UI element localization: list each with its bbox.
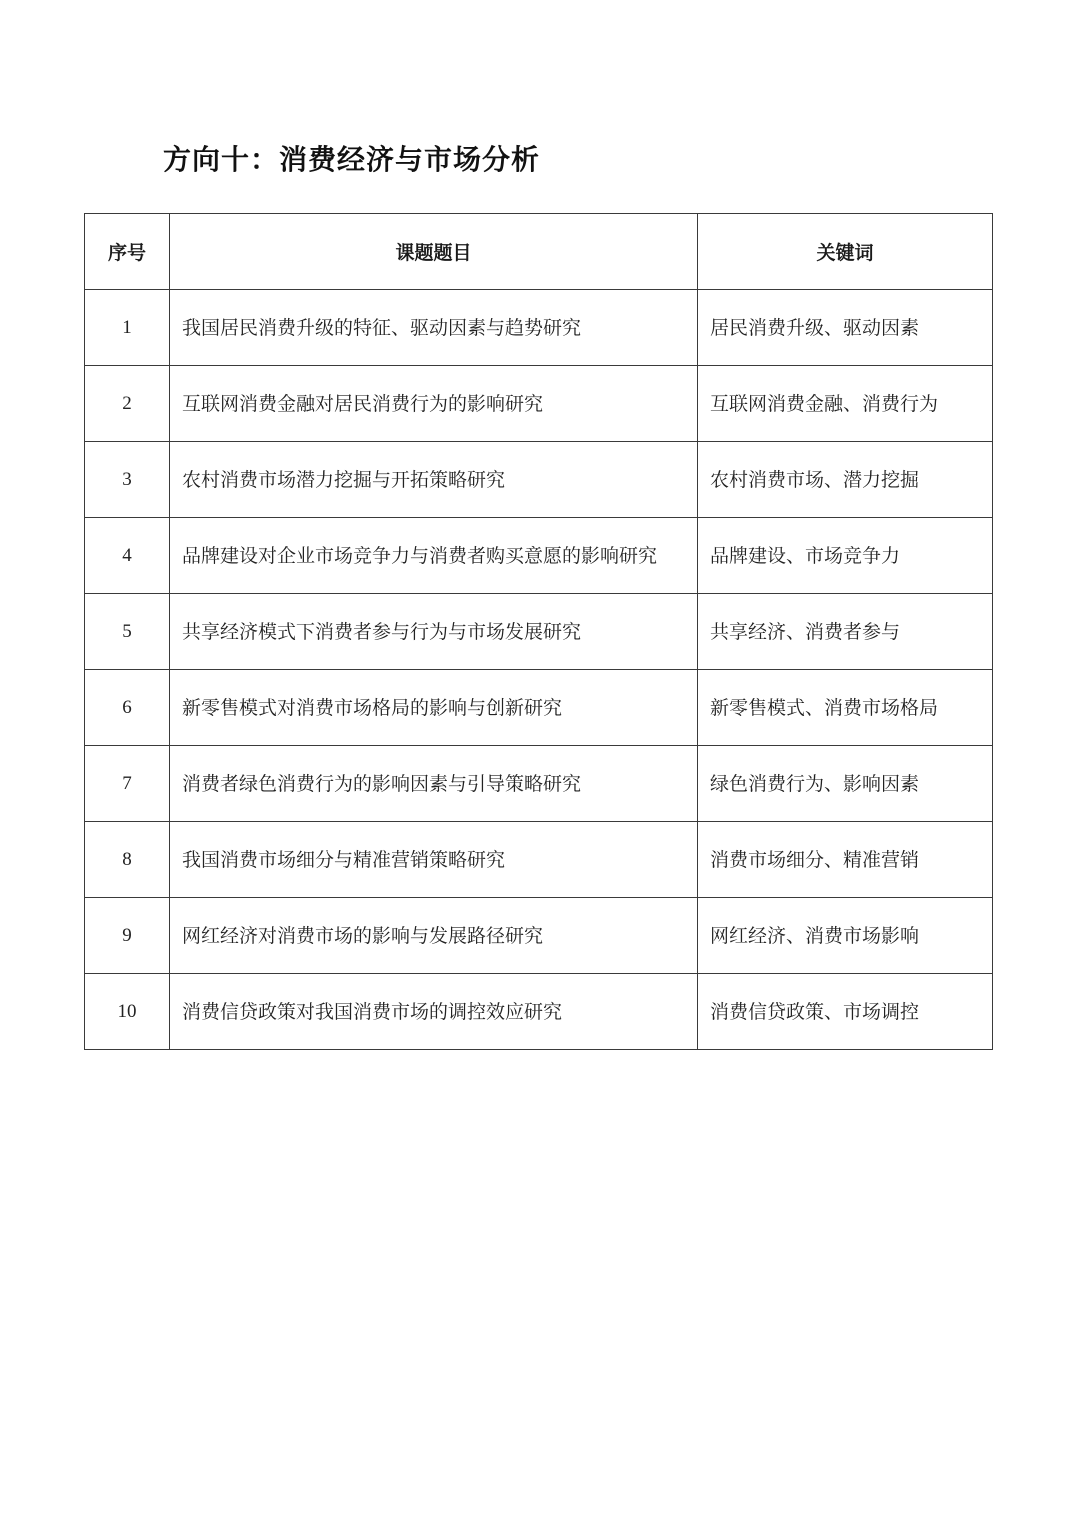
header-row <box>85 214 993 290</box>
row-keywords <box>698 746 993 822</box>
table-row <box>85 822 993 898</box>
table-row <box>85 594 993 670</box>
table-body <box>85 290 993 1050</box>
row-number: 9 <box>85 898 170 974</box>
row-topic <box>170 746 698 822</box>
row-topic-text: 共享经济模式下消费者参与行为与市场发展研究 <box>182 620 582 643</box>
row-topic <box>170 670 698 746</box>
table-header <box>85 214 993 290</box>
page-title: 方向十：消费经济与市场分析 <box>163 143 541 176</box>
row-topic-text: 新零售模式对消费市场格局的影响与创新研究 <box>182 696 563 719</box>
table-row <box>85 518 993 594</box>
row-keywords <box>698 822 993 898</box>
row-keywords-text: 居民消费升级、驱动因素 <box>710 316 920 339</box>
row-number: 2 <box>85 366 170 442</box>
topics-table <box>84 213 993 1050</box>
row-topic-text: 我国消费市场细分与精准营销策略研究 <box>182 848 506 871</box>
table-row <box>85 290 993 366</box>
row-topic <box>170 822 698 898</box>
row-topic-text: 消费信贷政策对我国消费市场的调控效应研究 <box>182 1000 563 1023</box>
row-topic-text: 网红经济对消费市场的影响与发展路径研究 <box>182 924 544 947</box>
row-keywords <box>698 670 993 746</box>
row-number: 10 <box>85 974 170 1050</box>
table-row <box>85 746 993 822</box>
row-keywords <box>698 442 993 518</box>
row-topic-text: 互联网消费金融对居民消费行为的影响研究 <box>182 392 544 415</box>
row-keywords <box>698 594 993 670</box>
row-keywords-text: 新零售模式、消费市场格局 <box>710 696 939 719</box>
row-number: 4 <box>85 518 170 594</box>
row-number: 5 <box>85 594 170 670</box>
row-keywords-text: 互联网消费金融、消费行为 <box>710 392 939 415</box>
row-number: 6 <box>85 670 170 746</box>
row-number: 1 <box>85 290 170 366</box>
table-row <box>85 442 993 518</box>
row-topic-text: 品牌建设对企业市场竞争力与消费者购买意愿的影响研究 <box>182 544 658 567</box>
row-keywords <box>698 518 993 594</box>
table-row <box>85 366 993 442</box>
row-topic <box>170 442 698 518</box>
row-keywords-text: 绿色消费行为、影响因素 <box>710 772 920 795</box>
table-row <box>85 898 993 974</box>
row-topic <box>170 366 698 442</box>
row-keywords-text: 消费市场细分、精准营销 <box>710 848 920 871</box>
row-topic-text: 我国居民消费升级的特征、驱动因素与趋势研究 <box>182 316 582 339</box>
row-number: 8 <box>85 822 170 898</box>
row-keywords <box>698 974 993 1050</box>
header-keywords: 关键词 <box>698 214 993 290</box>
row-topic-text: 农村消费市场潜力挖掘与开拓策略研究 <box>182 468 506 491</box>
row-keywords-text: 网红经济、消费市场影响 <box>710 924 920 947</box>
header-no: 序号 <box>85 214 170 290</box>
row-number: 7 <box>85 746 170 822</box>
row-topic <box>170 974 698 1050</box>
row-topic <box>170 518 698 594</box>
row-topic <box>170 290 698 366</box>
row-keywords <box>698 898 993 974</box>
row-topic <box>170 594 698 670</box>
row-keywords <box>698 290 993 366</box>
row-keywords-text: 农村消费市场、潜力挖掘 <box>710 468 920 491</box>
row-keywords-text: 品牌建设、市场竞争力 <box>710 544 901 567</box>
header-topic: 课题题目 <box>170 214 698 290</box>
row-keywords <box>698 366 993 442</box>
table-row <box>85 974 993 1050</box>
row-number: 3 <box>85 442 170 518</box>
table-row <box>85 670 993 746</box>
row-topic-text: 消费者绿色消费行为的影响因素与引导策略研究 <box>182 772 582 795</box>
row-keywords-text: 共享经济、消费者参与 <box>710 620 901 643</box>
row-topic <box>170 898 698 974</box>
row-keywords-text: 消费信贷政策、市场调控 <box>710 1000 920 1023</box>
